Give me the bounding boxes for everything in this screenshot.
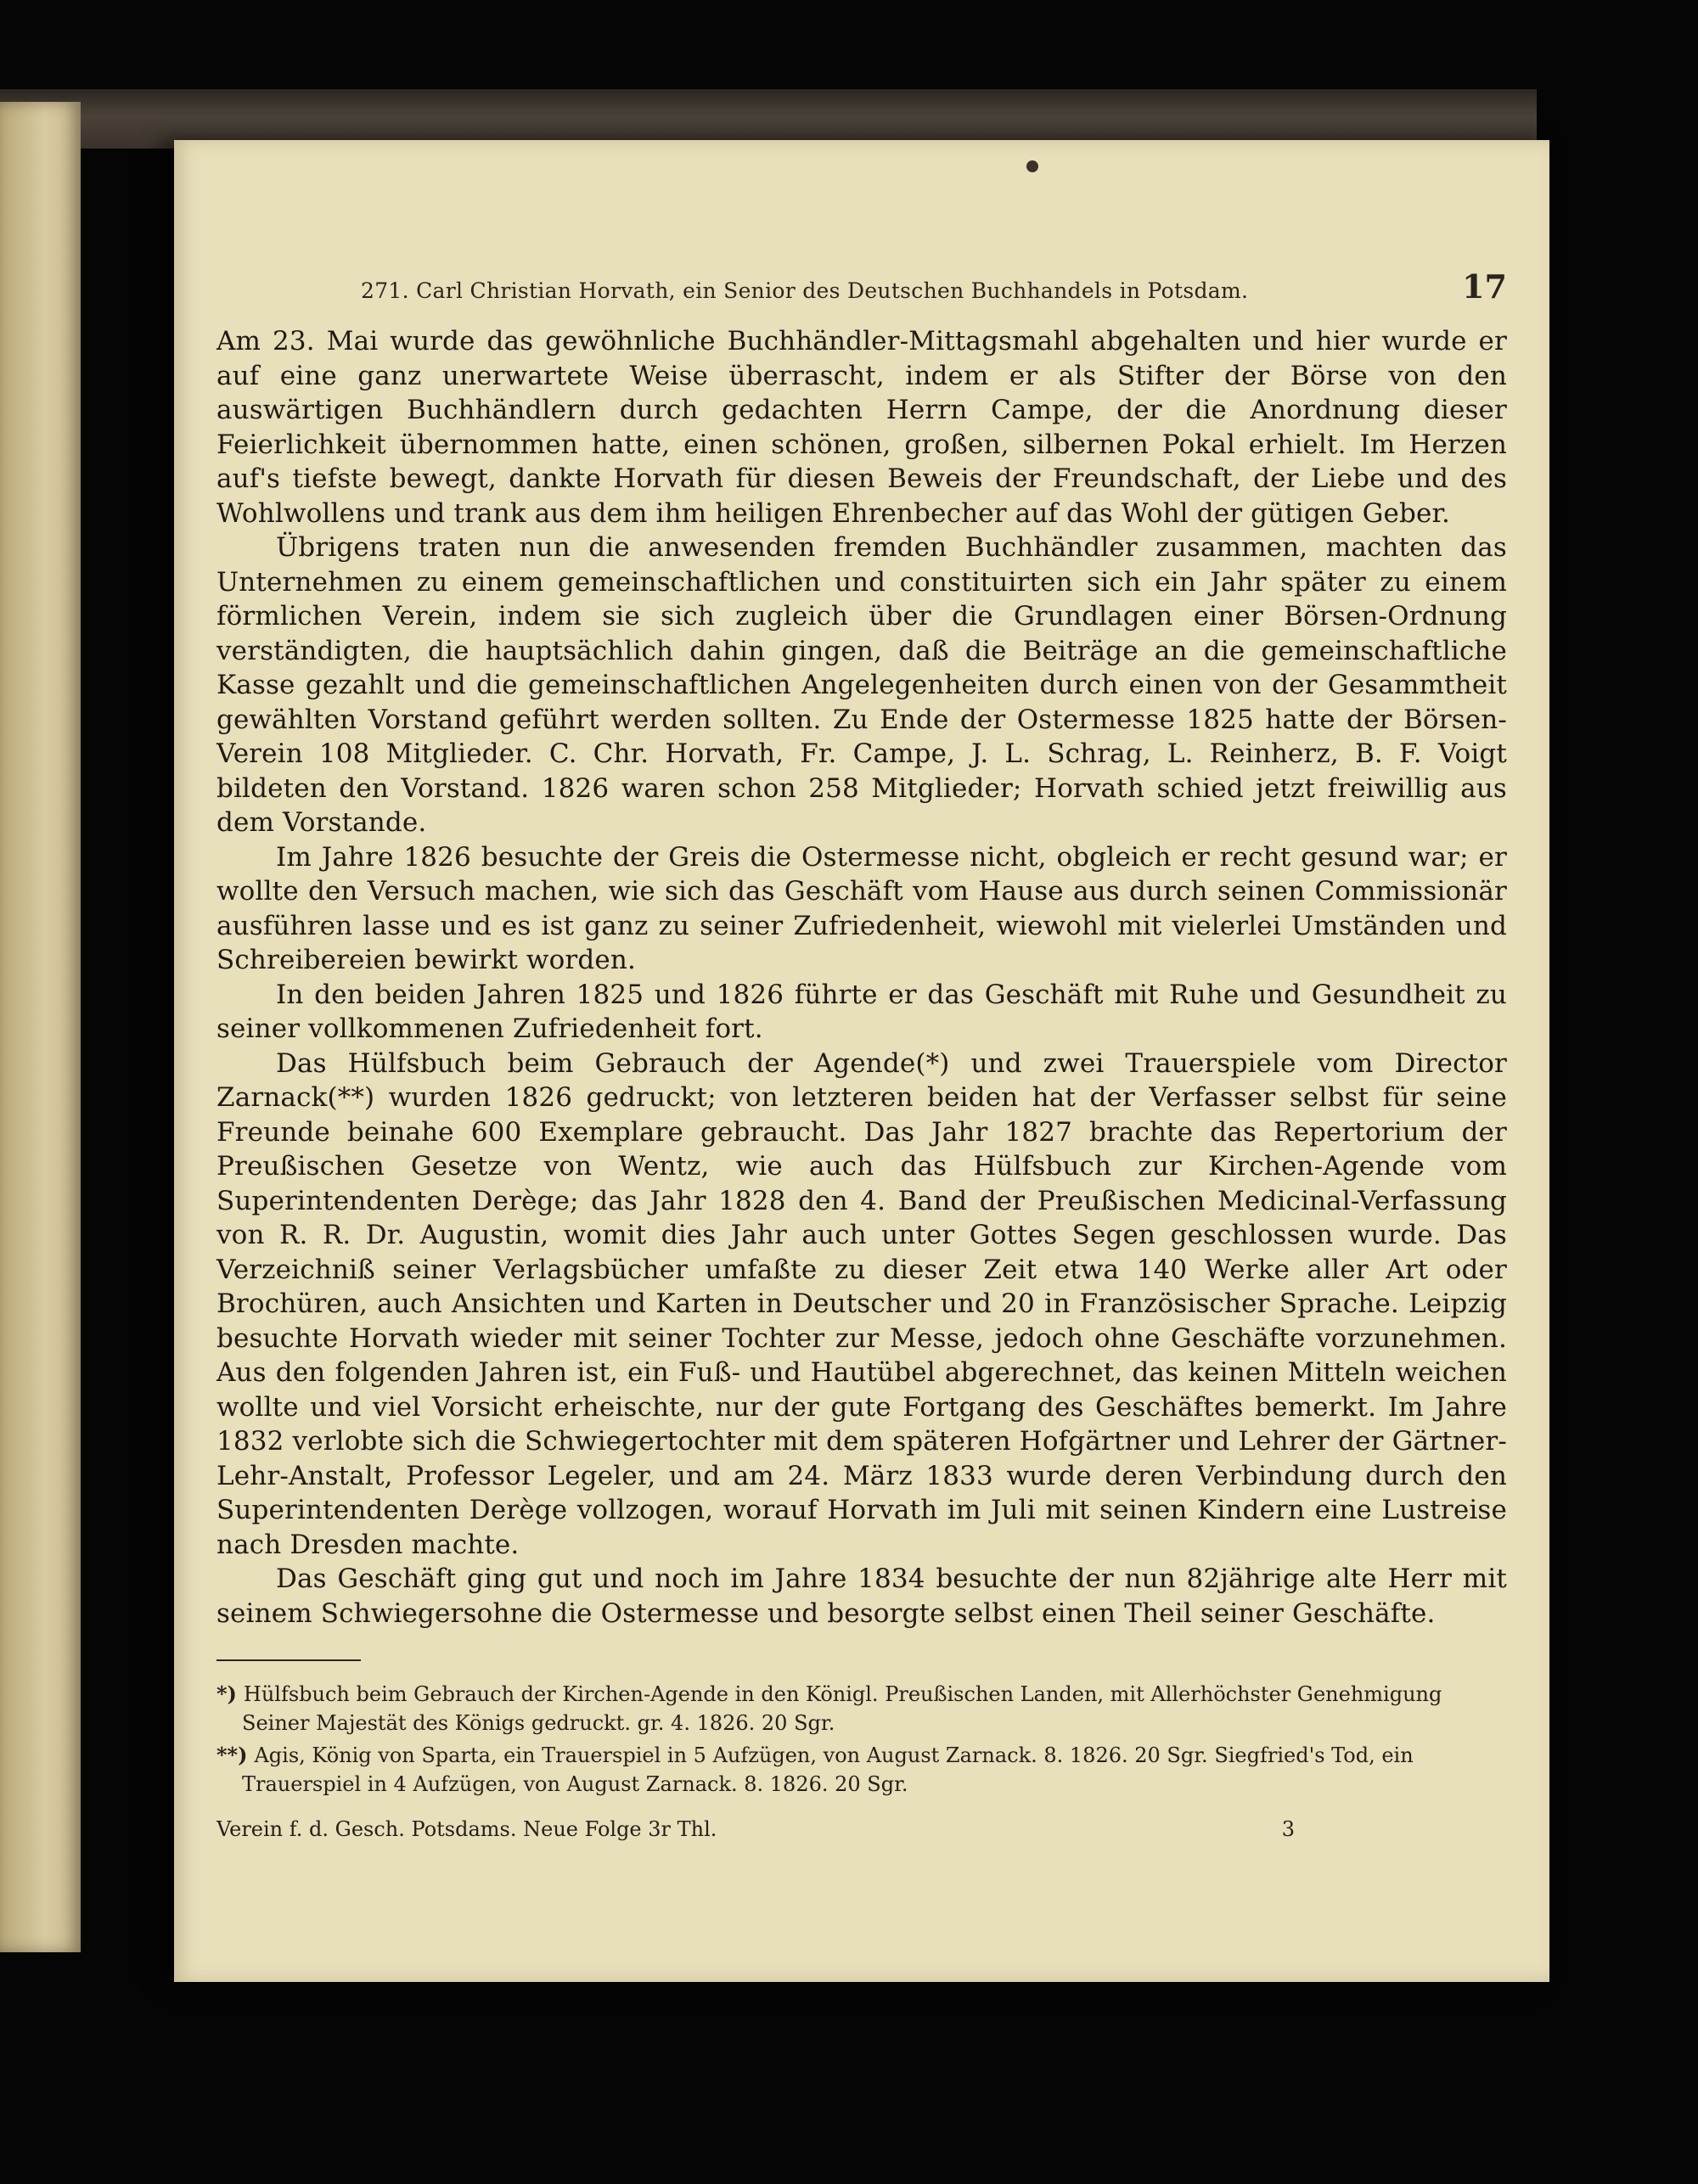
- paragraph: In den beiden Jahren 1825 und 1826 führte er das Geschäft mit Ruhe und Gesundheit zu seiner vollkommenen Zufriedenheit fort.: [216, 979, 1507, 1044]
- footnote-divider: [216, 1659, 361, 1661]
- footnote-mark: *): [216, 1682, 237, 1706]
- running-head: [216, 267, 1507, 306]
- sheet-number: 3: [1281, 1817, 1295, 1841]
- page-footer: [216, 1817, 1507, 1841]
- page-number: 17: [1462, 267, 1507, 306]
- left-page-edge: [0, 102, 81, 1952]
- paragraph: Das Geschäft ging gut und noch im Jahre 1834 besuchte der nun 82jährige alte Herr mit seinem Schwiegersohne die Ostermesse und besorgte selbst einen Theil seiner Geschäfte.: [216, 1564, 1507, 1629]
- footnote-mark: **): [216, 1743, 248, 1767]
- footnote-text: Hülfsbuch beim Gebrauch der Kirchen-Agende in den Königl. Preußischen Landen, mit Allerhöchster Genehmigung Seiner Majestät des Königs gedruckt. gr. 4. 1826. 20 Sgr.: [242, 1682, 1442, 1735]
- page-blemish: [1026, 160, 1038, 172]
- paragraph: Das Hülfsbuch beim Gebrauch der Agende(*) und zwei Trauerspiele vom Director Zarnack(**) wurden 1826 gedruckt; von letzteren beiden hat der Verfasser selbst für seine Freunde beinahe 600 Exemplare gebraucht. Das Jahr 1827 brachte das Repertorium der Preußischen Gesetze von Wentz, wie auch das Hülfsbuch zur Kirchen-Agende vom Superintendenten Derège; das Jahr 1828 den 4. Band der Preußischen Medicinal-Verfassung von R. R. Dr. Augustin, womit dies Jahr auch unter Gottes Segen geschlossen wurde. Das Verzeichniß seiner Verlagsbücher umfaßte zu dieser Zeit etwa 140 Werke aller Art oder Brochüren, auch Ansichten und Karten in Deutscher und 20 in Französischer Sprache. Leipzig besuchte Horvath wieder mit seiner Tochter zur Messe, jedoch ohne Geschäfte vorzunehmen. Aus den folgenden Jahren ist, ein Fuß- und Hautübel abgerechnet, das keinen Mitteln weichen wollte und viel Vorsicht erheischte, nur der gute Fortgang des Geschäftes bemerkt. Im Jahre 1832 verlobte sich die Schwiegertochter mit dem späteren Hofgärtner und Lehrer der Gärtner-Lehr-Anstalt, Professor Legeler, und am 24. März 1833 wurde deren Verbindung durch den Superintendenten Derège vollzogen, worauf Horvath im Juli mit seinen Kindern eine Lustreise nach Dresden machte.: [216, 1047, 1507, 1560]
- footer-signature: Verein f. d. Gesch. Potsdams. Neue Folge 3r Thl.: [216, 1817, 717, 1841]
- paragraph: Am 23. Mai wurde das gewöhnliche Buchhändler-Mittagsmahl abgehalten und hier wurde er auf eine ganz unerwartete Weise überrascht, indem er als Stifter der Börse von den auswärtigen Buchhändlern durch gedachten Herrn Campe, der die Anordnung dieser Feierlichkeit übernommen hatte, einen schönen, großen, silbernen Pokal erhielt. Im Herzen auf's tiefste bewegt, dankte Horvath für diesen Beweis der Freundschaft, der Liebe und des Wohlwollens und trank aus dem ihm heiligen Ehrenbecher auf das Wohl der gütigen Geber.: [216, 326, 1507, 529]
- footnote: [216, 1741, 1507, 1799]
- footnote-text: Agis, König von Sparta, ein Trauerspiel in 5 Aufzügen, von August Zarnack. 8. 1826. 20 Sgr. Siegfried's Tod, ein Trauerspiel in 4 Aufzügen, von August Zarnack. 8. 1826. 20 Sgr.: [242, 1743, 1414, 1796]
- footnote: [216, 1680, 1507, 1738]
- book-page: [174, 140, 1549, 1982]
- running-title: 271. Carl Christian Horvath, ein Senior des Deutschen Buchhandels in Potsdam.: [361, 278, 1249, 303]
- paragraph: Übrigens traten nun die anwesenden fremden Buchhändler zusammen, machten das Unternehmen zu einem gemeinschaftlichen und constituirten sich ein Jahr später zu einem förmlichen Verein, indem sie sich zugleich über die Grundlagen einer Börsen-Ordnung verständigten, die hauptsächlich dahin gingen, daß die Beiträge an die gemeinschaftliche Kasse gezahlt und die gemeinschaftlichen Angelegenheiten durch einen von der Gesammtheit gewählten Vorstand geführt werden sollten. Zu Ende der Ostermesse 1825 hatte der Börsen-Verein 108 Mitglieder. C. Chr. Horvath, Fr. Campe, J. L. Schrag, L. Reinherz, B. F. Voigt bildeten den Vorstand. 1826 waren schon 258 Mitglieder; Horvath schied jetzt freiwillig aus dem Vorstande.: [216, 532, 1507, 838]
- paragraph: Im Jahre 1826 besuchte der Greis die Ostermesse nicht, obgleich er recht gesund war; er wollte den Versuch machen, wie sich das Geschäft vom Hause aus durch seinen Commissionär ausführen lasse und es ist ganz zu seiner Zufriedenheit, wiewohl mit vielerlei Umständen und Schreibereien bewirkt worden.: [216, 841, 1507, 975]
- page-content: [216, 267, 1507, 1841]
- body-text: [216, 324, 1507, 1631]
